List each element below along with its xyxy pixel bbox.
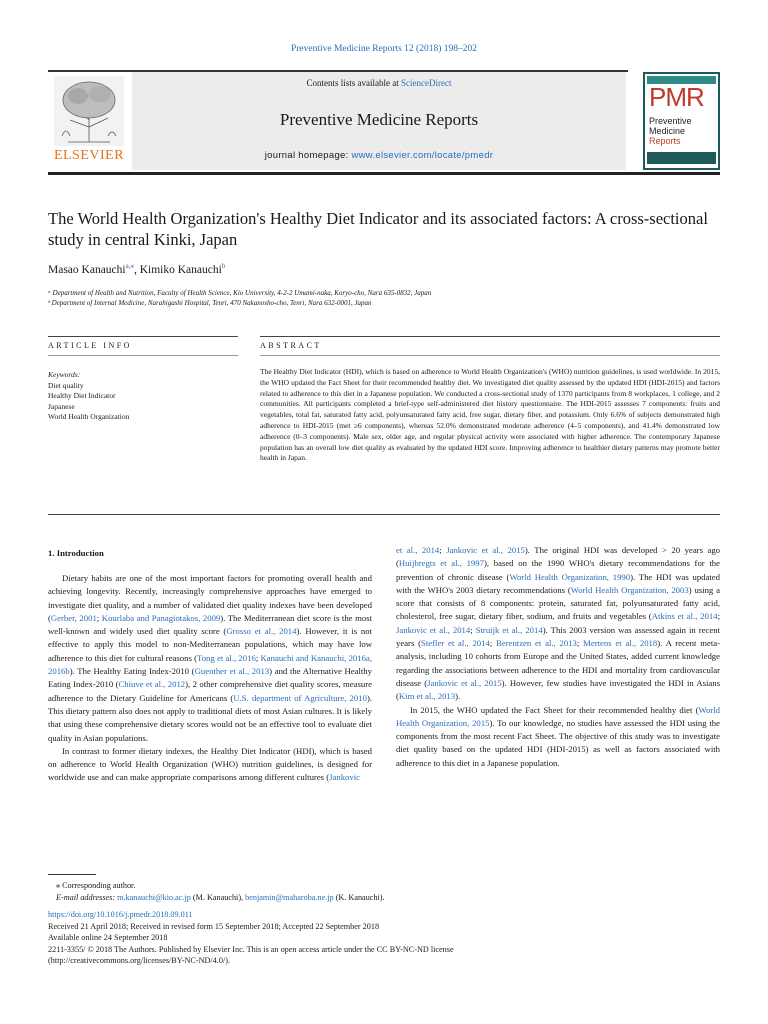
text-run: ; xyxy=(439,545,447,555)
right-column xyxy=(396,544,720,770)
citation-link[interactable]: Stefler et al., 2014 xyxy=(421,638,490,649)
abstract-rule-bottom xyxy=(48,514,720,515)
email-2-owner: (K. Kanauchi). xyxy=(333,892,385,902)
text-run: ). This 2003 version was assessed again in recent years ( xyxy=(396,624,720,649)
article-title: The World Health Organization's Healthy Diet Indicator and its associated factors: A cross-sectional study in central Kinki, Japan xyxy=(48,209,708,249)
received-dates: Received 21 April 2018; Received in revised form 15 September 2018; Accepted 22 September 2018 xyxy=(48,921,380,931)
citation-link[interactable]: Kourlaba and Panagiotakos, 2009 xyxy=(101,612,221,623)
citation-link[interactable]: Jankovic et al., 2015 xyxy=(446,545,525,555)
elsevier-wordmark: ELSEVIER xyxy=(53,148,125,163)
text-run: ), based on the 1990 WHO's dietary recommendations for the prevention of chronic disease ( xyxy=(396,558,720,582)
text-run: ). xyxy=(455,691,461,702)
citation-link[interactable]: Jankovic et al., 2015 xyxy=(427,677,502,688)
citation-link[interactable]: Jankovic xyxy=(329,772,361,783)
intro-paragraph-1 xyxy=(48,572,372,745)
text-run: ). This dietary pattern also does not apply to traditional diets of most Asian cultures. It is likely that using these comprehensive dietary scores would not be an effective tool to evaluate diet quality in Asian populations. xyxy=(48,692,373,743)
citation-link[interactable]: Kanauchi and Kanauchi, 2016a, 2016b xyxy=(48,652,372,677)
author-list xyxy=(48,262,225,276)
text-run: ; xyxy=(717,611,720,622)
corresponding-author-note: ⁎ Corresponding author. xyxy=(56,881,136,890)
elsevier-logo xyxy=(48,72,130,166)
citation-link[interactable]: Gerber, 2001 xyxy=(50,612,97,623)
text-run: ). The Healthy Eating Index-2010 ( xyxy=(69,666,195,677)
text-run: ; xyxy=(470,624,476,635)
email-link-2[interactable]: benjamin@maharoba.ne.jp xyxy=(245,892,334,902)
text-run: ). The Mediterranean diet score is the most well-known and widely used diet quality score ( xyxy=(48,612,372,637)
contents-line xyxy=(132,78,626,88)
keyword-item: Diet quality xyxy=(48,380,84,390)
intro-paragraph-2 xyxy=(48,745,372,785)
article-info-heading: ARTICLE INFO xyxy=(48,341,132,350)
available-date: Available online 24 September 2018 xyxy=(48,933,168,942)
citation-link[interactable]: Berentzen et al., 2013 xyxy=(496,638,577,649)
abstract-text: The Healthy Diet Indicator (HDI), which is based on adherence to World Health Organization's (WHO) nutrition guidelines, is used worldwide. In 2015, the WHO updated the Fact Sheet for their recommended healthy diet. We investigated diet quality assessed by the updated HDI (HDI-2015) and factors related to adherence to this diet in a Japanese population. We conducted a cross-sectional study of 1370 participants from 8 workplaces, 1 college, and 2 communities. All participants completed a brief-type self-administered diet history questionnaire. The HDI-2015 assesses 7 components: fruits and vegetables, total fat, saturated fatty acid, polyunsaturated fatty acid, free sugar, dietary fiber, and potassium. Only 6.6% of subjects demonstrated high adherence to HDI-2015 (met ≥6 components), whereas 52.0% demonstrated moderate adherence (4–5 components), and 41.4% demonstrated low adherence (0–3 components). Male sex, older age, and regular physical activity were associated with higher adherence. The contemporary Japanese population has an overall low diet quality as evaluated by the updated HDI score. Improving adherence to healthier dietary patterns may promote better health in Japan. xyxy=(260,367,720,463)
text-run: ). The original HDI was developed > 20 years ago ( xyxy=(396,545,721,569)
intro-paragraph-3 xyxy=(396,704,720,770)
citation-link[interactable]: Jankovic et al., 2014 xyxy=(396,624,471,635)
citation-link[interactable]: Atkins et al., 2014 xyxy=(651,611,718,622)
cover-title-2: Medicine xyxy=(649,126,686,136)
email-link-1[interactable]: m.kanauchi@kio.ac.jp xyxy=(117,892,191,902)
affiliations xyxy=(48,288,720,308)
text-run: ; xyxy=(96,612,102,623)
citation-link[interactable]: World Health Organization, 1990 xyxy=(509,571,631,582)
text-run: ; xyxy=(255,652,261,663)
keywords-label: Keywords: xyxy=(48,370,81,379)
text-run: ). The HDI was updated with the WHO's 2003 dietary recommendations ( xyxy=(396,571,720,595)
text-run: ). A recent meta-analysis, including 10 cohorts from Europe and the United States, added current knowledge regarding the associations between adherence to the HDI and mortality from cardiovascular disease ( xyxy=(396,638,720,688)
header-bottom-rule xyxy=(48,172,720,175)
author-1: Masao Kanauchi xyxy=(48,263,126,276)
citation-link[interactable]: et al., 2014 xyxy=(396,545,440,555)
citation-link[interactable]: U.S. department of Agriculture, 2010 xyxy=(233,692,367,703)
citation-link[interactable]: Struijk et al., 2014 xyxy=(475,624,543,635)
text-run: Dietary habits are one of the most important factors for promoting overall health and achieving longevity. Recently, increasingly comprehensive approaches have emerged to investigate diet quality, and a number of validated diet quality indexes have been developed ( xyxy=(48,573,372,623)
cover-abbrev: PMR xyxy=(649,82,704,112)
abstract-rule-top xyxy=(260,336,720,337)
author-separator: , xyxy=(133,263,140,276)
affiliation-a: ᵃ Department of Health and Nutrition, Faculty of Health Science, Kio University, 4-2-2 Umami-naka, Koryo-cho, Nara 635-0832, Japan xyxy=(48,289,432,297)
journal-reference[interactable]: Preventive Medicine Reports 12 (2018) 198–202 xyxy=(290,44,477,54)
email-1-owner: (M. Kanauchi), xyxy=(190,892,246,902)
corresponding-marker[interactable]: ⁎ xyxy=(130,262,134,270)
left-column xyxy=(48,572,372,785)
cover-title-1: Preventive xyxy=(649,116,692,126)
citation-link[interactable]: Huijbregts et al., 1997 xyxy=(398,558,484,569)
article-info-rule-mid xyxy=(48,355,238,356)
contents-prefix: Contents lists available at xyxy=(306,78,401,88)
text-run: In contrast to former dietary indexes, the Healthy Diet Indicator (HDI), which is based on adherence to World Health Organization (WHO) nutrition guidelines, is designed for worldwide use and can make appropriate comparisons among different cultures ( xyxy=(48,745,372,783)
citation-link[interactable]: Mertens et al., 2018 xyxy=(583,638,658,649)
keyword-item: World Health Organization xyxy=(48,412,130,421)
doi-link[interactable]: https://doi.org/10.1016/j.pmedr.2018.09.011 xyxy=(48,910,193,919)
keyword-item: Japanese xyxy=(48,401,75,411)
footer xyxy=(48,880,720,967)
citation-link[interactable]: World Health Organization, 2015 xyxy=(396,704,720,728)
keywords-block xyxy=(48,370,238,423)
citation-link[interactable]: World Health Organization, 2003 xyxy=(570,584,689,595)
text-run: ), 2 other comprehensive diet quality scores, measure adherence to the Dietary Guideline for Americans ( xyxy=(48,679,372,703)
text-run: ). However, few studies have investigated the HDI in Asians ( xyxy=(396,677,720,702)
homepage-prefix: journal homepage: xyxy=(264,150,352,161)
text-run: ; xyxy=(576,638,584,649)
citation-link[interactable]: Tong et al., 2016 xyxy=(197,652,256,663)
intro-paragraph-2-cont xyxy=(396,544,720,704)
citation-link[interactable]: Grosso et al., 2014 xyxy=(226,626,297,637)
email-label: E-mail addresses: xyxy=(56,892,118,902)
homepage-line xyxy=(132,150,626,161)
footnote-rule xyxy=(48,874,96,875)
text-run: ) and the Alternative Healthy Eating Index-2010 ( xyxy=(48,666,372,690)
sciencedirect-link[interactable]: ScienceDirect xyxy=(401,78,452,88)
keyword-item: Healthy Diet Indicator xyxy=(48,391,116,400)
author-1-affil-sup[interactable]: a, xyxy=(125,262,131,270)
homepage-link[interactable]: www.elsevier.com/locate/pmedr xyxy=(351,150,494,161)
text-run: ). To our knowledge, no studies have assessed the HDI using the components from the most recent Fact Sheet. The objective of this study was to investigate diet quality based on the updated HDI (HDI-2015) as well as factors associated with adherence to this diet in a Japanese population. xyxy=(396,717,721,768)
license-line-2: (http://creativecommons.org/licenses/BY-NC-ND/4.0/). xyxy=(48,956,230,965)
cover-title-3: Reports xyxy=(649,136,681,146)
text-run: ). However, it is not effective to apply this model to non-Mediterranean populations, which may have low adherence to this diet for cultural reasons ( xyxy=(48,626,373,663)
author-2-affil-sup[interactable]: b xyxy=(221,262,226,270)
journal-name: Preventive Medicine Reports xyxy=(279,110,479,129)
email-line xyxy=(48,892,720,904)
citation-link[interactable]: Chiuve et al., 2012 xyxy=(118,679,186,690)
article-info-rule-top xyxy=(48,336,238,337)
abstract-rule-mid xyxy=(260,355,720,356)
citation-link[interactable]: Guenther et al., 2013 xyxy=(194,666,270,677)
text-run: In 2015, the WHO updated the Fact Sheet for their recommended healthy diet ( xyxy=(410,704,699,715)
text-run: ) using a score that consists of 8 components: protein, saturated fat, polyunsaturated fatty acid, cholesterol, free sugar, dietary fiber, sodium, and fruits and vegetables ( xyxy=(396,584,720,622)
license-line-1: 2211-3355/ © 2018 The Authors. Published by Elsevier Inc. This is an open access article under the CC BY-NC-ND license xyxy=(48,944,454,954)
intro-heading: 1. Introduction xyxy=(48,548,104,558)
journal-cover xyxy=(643,72,720,170)
text-run: ; xyxy=(489,638,497,649)
author-2: Kimiko Kanauchi xyxy=(139,263,222,276)
abstract-heading: ABSTRACT xyxy=(260,341,322,350)
citation-link[interactable]: Kim et al., 2013 xyxy=(398,691,456,702)
affiliation-b: ᵇ Department of Internal Medicine, Narahigashi Hospital, Tenri, 470 Nakanosho-cho, Tenri, Nara 632-0001, Japan xyxy=(48,299,372,307)
